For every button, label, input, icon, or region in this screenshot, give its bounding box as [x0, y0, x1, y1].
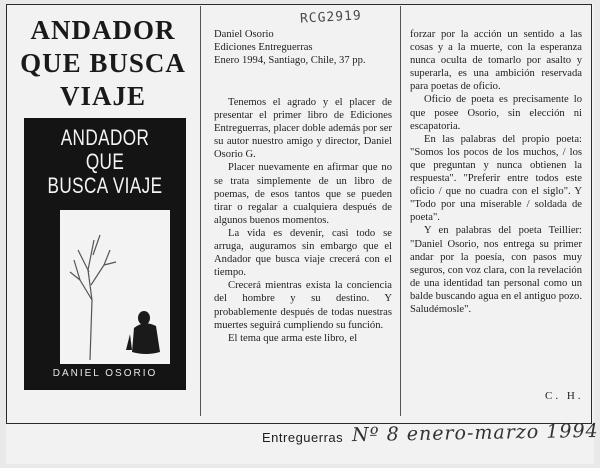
column-divider-2	[400, 6, 401, 416]
article-headline	[10, 14, 196, 113]
book-imprint	[214, 28, 394, 67]
paragraph: El tema que arma este libro, el	[228, 332, 358, 344]
cover-title	[42, 126, 168, 198]
imprint-publisher: Ediciones Entreguerras	[214, 42, 313, 54]
cover-title-line: ANDADOR	[60, 125, 150, 150]
column-divider-1	[200, 6, 201, 416]
article-column-3	[410, 28, 582, 316]
paragraph: Tenemos el agrado y el placer de presentar el primer libro de Ediciones Entreguerras, placer doble además por ser su autor nuestro amigo y director, Daniel Osorio G.	[214, 97, 392, 161]
paragraph: Crecerá mientras exista la conciencia del hombre y su destino. Y probablemente después de todas nuestras muertes seguirá cumpliendo su función.	[214, 280, 392, 331]
cover-illustration	[60, 210, 170, 364]
imprint-date-place: Enero 1994, Santiago, Chile, 37 pp.	[214, 55, 366, 67]
paragraph: La vida es devenir, casi todo se arruga, auguramos sin embargo que el Andador que busca viaje crecerá con el tiempo.	[214, 227, 392, 279]
tree-and-figure-illustration	[60, 210, 170, 364]
paragraph: En las palabras del propio poeta: "Somos los pocos de los muchos, / los que preguntan y nunca obtienen la respuesta". "Preferir entre todos este oficio / que no cuadra con el siglo". Y "Todo por una miserable / soldada de poeta".	[410, 133, 582, 224]
imprint-author: Daniel Osorio	[214, 29, 274, 40]
headline-line: VIAJE	[59, 81, 146, 111]
headline-line: QUE BUSCA	[20, 48, 186, 78]
book-cover-image	[24, 118, 186, 390]
publication-name: Entreguerras	[262, 430, 344, 445]
author-initials: C. H.	[545, 390, 584, 402]
cover-author: DANIEL OSORIO	[52, 368, 158, 379]
paragraph: Y en palabras del poeta Teillier: "Daniel Osorio, nos entrega su primer andar por la poesía, con pasos muy seguros, con voz clara, con la revelación de una identidad tan personal como un balde buscando agua en el antiguo pozo. Saludémosle".	[410, 225, 582, 315]
paragraph: Oficio de poeta es precisamente lo que posee Osorio, sin elección ni escapatoria.	[410, 94, 582, 132]
paragraph: Placer nuevamente en afirmar que no se trata simplemente de un libro de poemas, de esos tantos que se pueden tirar o regalar a cualquiera después de algunos buenos momentos.	[214, 162, 392, 226]
cover-title-line: BUSCA VIAJE	[47, 173, 163, 198]
cover-title-line: QUE	[85, 149, 125, 174]
headline-line: ANDADOR	[30, 15, 176, 45]
handwritten-issue-note: Nº 8 enero-marzo 1994	[351, 419, 599, 447]
paragraph: forzar por la acción un sentido a las cosas y a la muerte, con la esperanza nunca oculta de tomarlo por asalto y superarla, es una ambición reservada para poetas de oficio.	[410, 29, 582, 93]
article-column-2	[214, 96, 392, 345]
archive-stamp: RCG2919	[299, 8, 363, 27]
